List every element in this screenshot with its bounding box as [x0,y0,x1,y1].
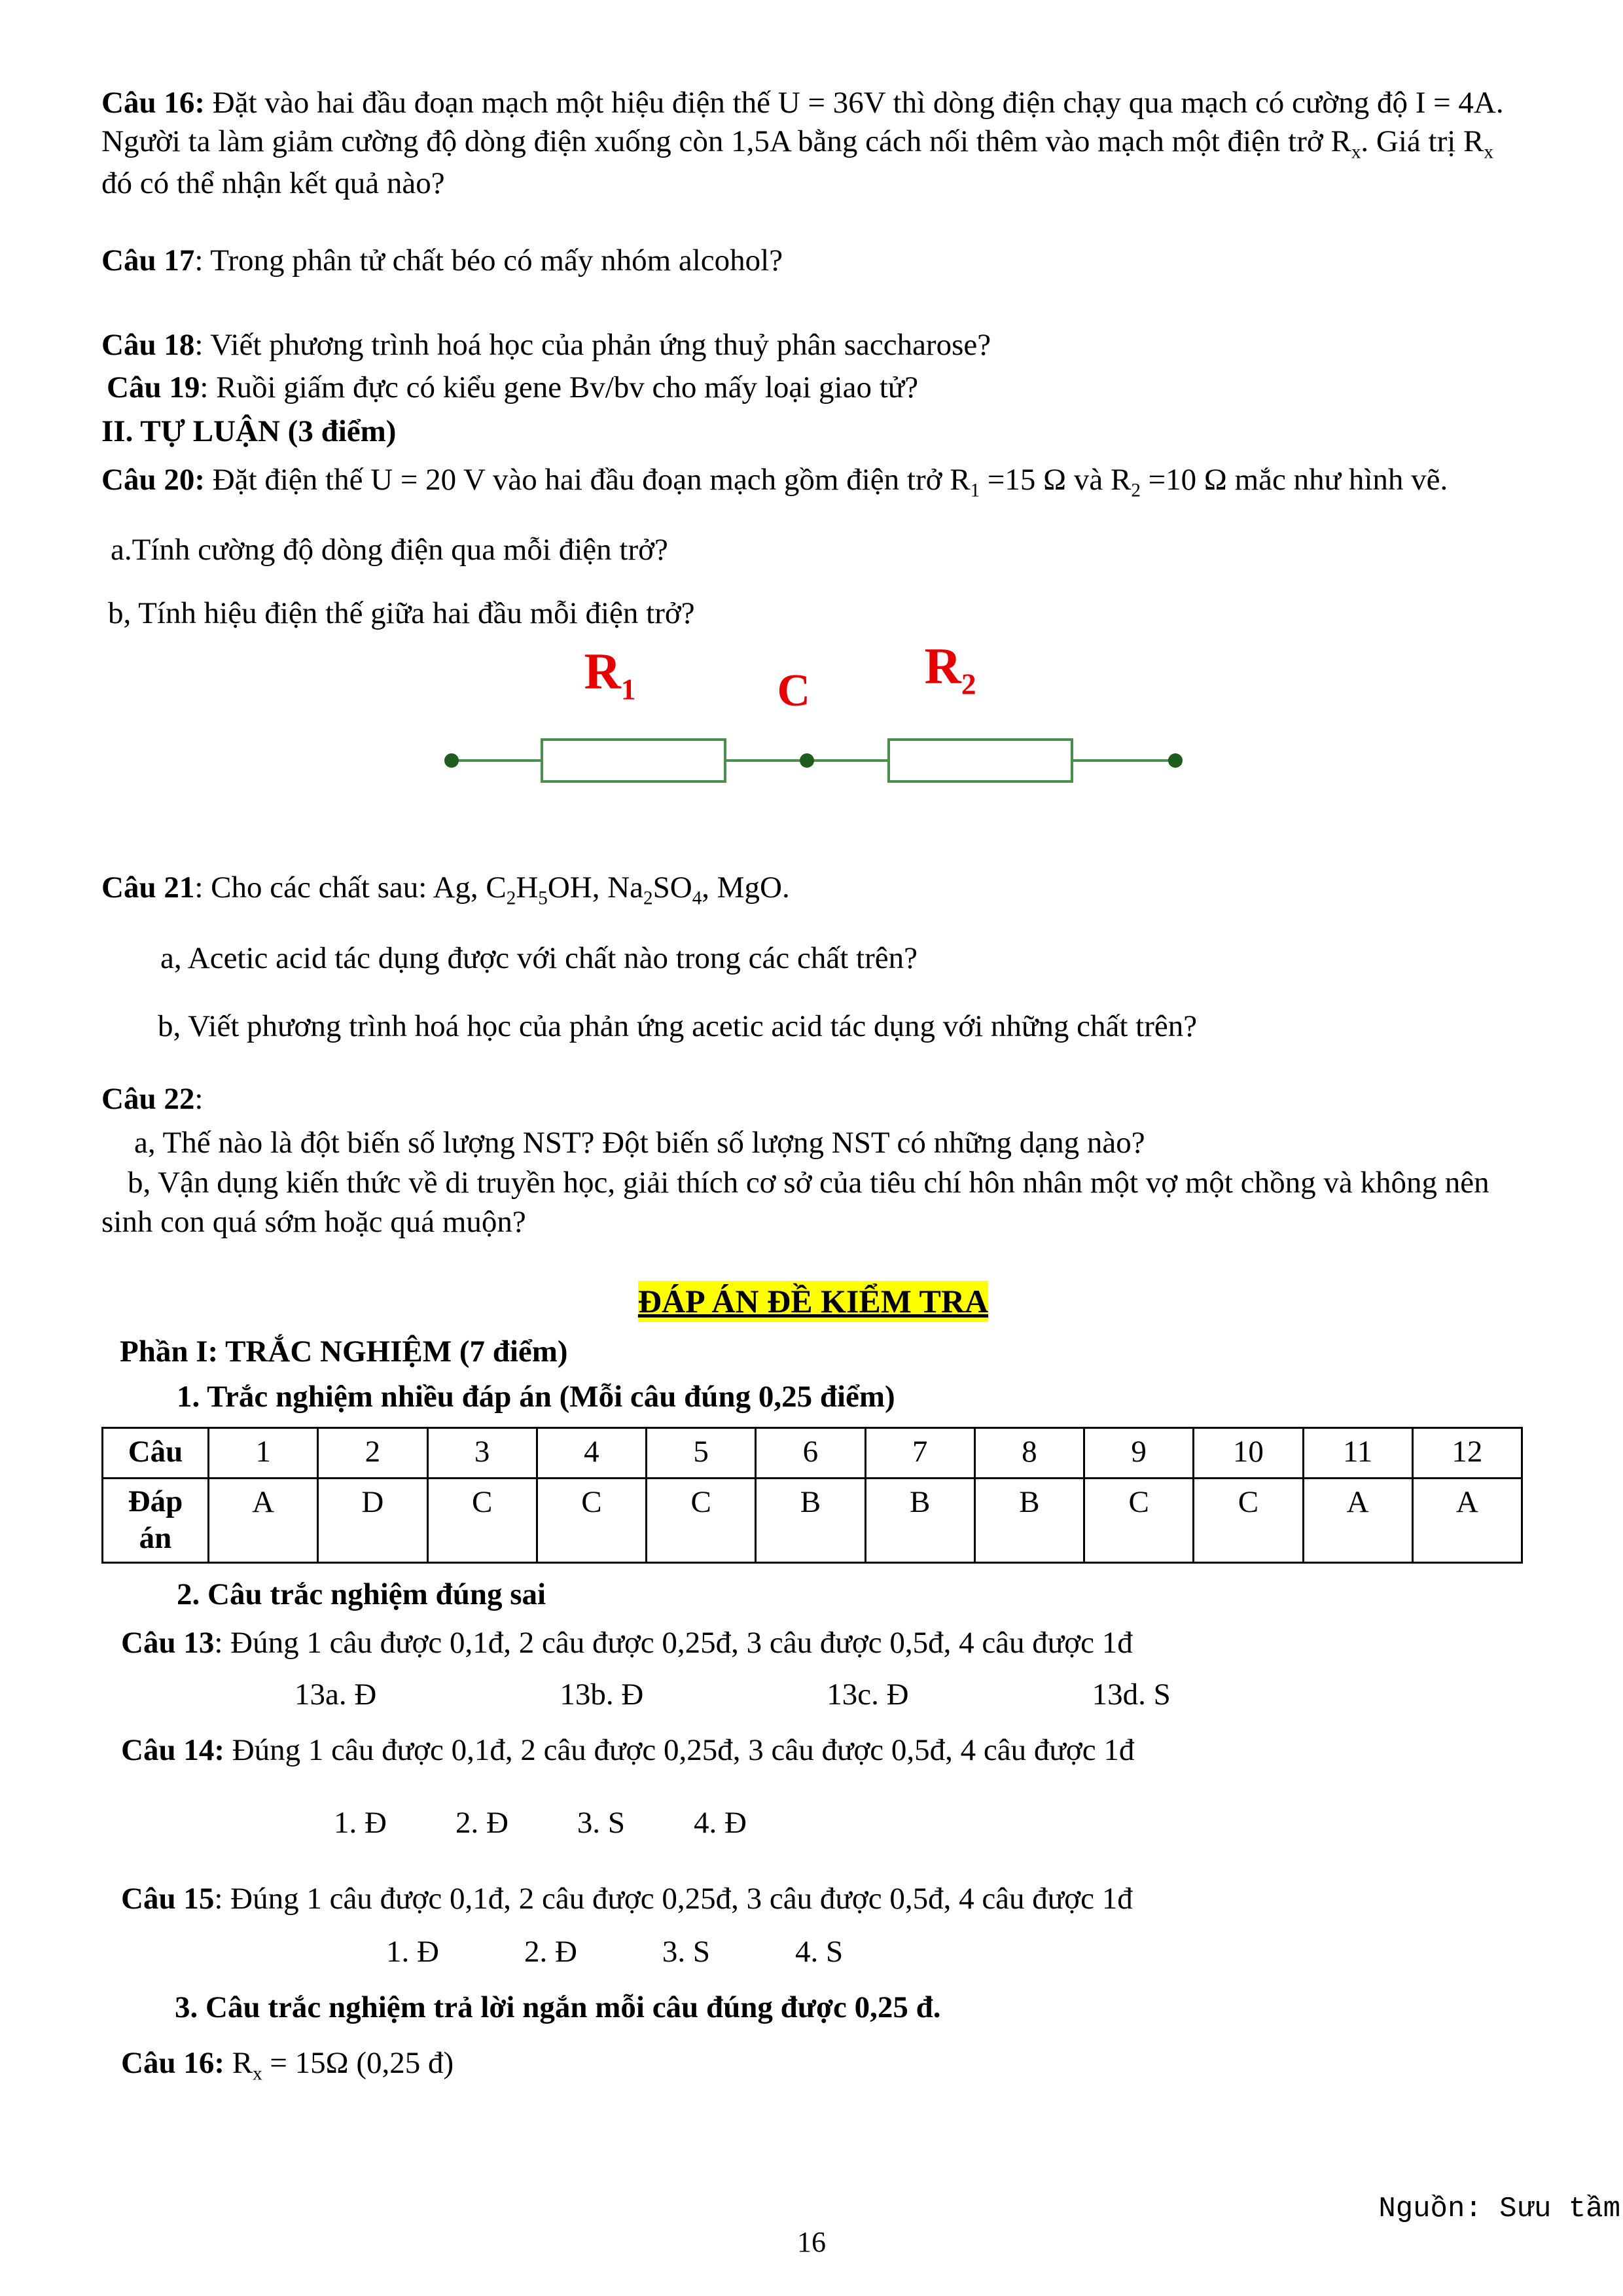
question-22 [101,1080,1525,1119]
question-15-answer [101,1880,1525,1918]
answer-table-cell: B [756,1478,865,1563]
question-21-sub-4: 4 [692,888,702,909]
question-19-text: : Ruồi giấm đực có kiểu gene Bv/bv cho mấy loại giao tử? [200,370,919,404]
answer-table-cell: C [1194,1478,1303,1563]
question-15-answer-3: 3. S [662,1934,711,1969]
circuit-label-r1 [584,643,636,706]
question-20 [101,456,1525,506]
question-17 [101,242,1525,280]
answer-table-col: 5 [647,1428,756,1478]
answer-table-cell: A [1412,1478,1522,1563]
question-21-text-2: H [516,870,539,905]
question-13-answer-b: 13b. Đ [560,1677,644,1712]
question-20-text-4: mắc như hình vẽ. [1226,463,1448,497]
answer-table-cell: D [318,1478,427,1563]
question-14-answer [101,1731,1525,1770]
answer-table-col: 4 [537,1428,646,1478]
answer-table-cell: B [865,1478,974,1563]
question-18-label: Câu 18 [101,327,195,362]
question-16-text-2: . Giá trị R [1361,124,1484,159]
answer-table-cell: A [209,1478,318,1563]
question-21-label: Câu 21 [101,870,195,905]
question-18-text: : Viết phương trình hoá học của phản ứng thuỷ phân saccharose? [194,327,991,362]
answer-table-cell: B [974,1478,1084,1563]
answer-table-corner-cell: Câu [103,1428,209,1478]
question-21-text-3: OH, Na [547,870,644,905]
answer-table-answer-row [103,1478,1522,1563]
question-15-answers-row [386,1933,1525,1971]
true-false-heading: 2. Câu trắc nghiệm đúng sai [177,1577,546,1612]
question-14-answer-2: 2. Đ [455,1806,508,1840]
question-14-answer-1: 1. Đ [334,1806,387,1840]
circuit-r2-base: R [924,637,961,695]
question-20-r2: R [1110,463,1132,497]
question-20-voltage: U = 20 V [370,463,486,497]
question-21-item-a: a, Acetic acid tác dụng được với chất nào trong các chất trên? [160,941,918,976]
question-20-text-1: Đặt điện thế [204,463,371,497]
answer-row-label-line-2: án [139,1521,172,1556]
question-21-item-b: b, Viết phương trình hoá học của phản ứng acetic acid tác dụng với những chất trên? [158,1009,1198,1043]
answer-table-col: 6 [756,1428,865,1478]
question-13-answer-c: 13c. Đ [827,1677,909,1712]
answer-table-col: 3 [427,1428,537,1478]
source-credit: Nguồn: Sưu tầm [1378,2193,1620,2225]
question-16-answer-label: Câu 16: [121,2046,224,2081]
circuit-wire-drawing [437,715,1190,806]
answer-table-col: 10 [1194,1428,1303,1478]
question-14-criteria: Đúng 1 câu được 0,1đ, 2 câu được 0,25đ, 3 câu được 0,5đ, 4 câu được 1đ [224,1733,1135,1768]
question-16-text-1: Đặt vào hai đầu đoạn mạch một hiệu điện thế U = 36V thì dòng điện chạy qua mạch có cường độ I = 4A. Người ta làm giảm cường độ dòng điện xuống còn 1,5A bằng cách nối thêm vào mạch một điện trở R [101,86,1504,159]
answer-table-col: 7 [865,1428,974,1478]
question-16-text-3: đó có thể nhận kết quả nào? [101,166,445,201]
answer-table-col: 9 [1084,1428,1194,1478]
question-16 [101,84,1525,204]
question-20-r1: R [950,463,971,497]
circuit-r1-sub: 1 [620,673,636,706]
question-22-colon: : [194,1081,204,1116]
answer-row-label-line-1: Đáp [128,1484,183,1518]
question-20-item-b: b, Tính hiệu điện thế giữa hai đầu mỗi điện trở? [108,596,695,631]
part-1-heading: Phần I: TRẮC NGHIỆM (7 điểm) [120,1335,568,1369]
question-20-item-a: a.Tính cường độ dòng điện qua mỗi điện trở? [111,532,668,567]
answer-table-col: 12 [1412,1428,1522,1478]
answer-table-header-row [103,1428,1522,1478]
question-15-answer-4: 4. S [795,1934,844,1969]
question-20-label: Câu 20: [101,463,205,497]
question-13-label: Câu 13 [121,1625,215,1660]
circuit-label-r2 [924,637,976,701]
answer-table-cell: A [1303,1478,1412,1563]
question-14-answers-row [334,1804,1525,1842]
section-2-heading: II. TỰ LUẬN (3 điểm) [101,414,397,449]
answer-key-title: ĐÁP ÁN ĐỀ KIỂM TRA [638,1281,988,1322]
circuit-diagram [437,637,1190,810]
answer-table-cell: C [647,1478,756,1563]
question-13-answer-a: 13a. Đ [294,1677,377,1712]
question-16-label: Câu 16: [101,86,205,120]
question-20-text-3: và [1066,463,1111,497]
circuit-label-c: C [777,666,811,717]
answer-table-col: 2 [318,1428,427,1478]
page-number: 16 [797,2226,826,2258]
answer-table-cell: C [537,1478,646,1563]
answer-table-col: 8 [974,1428,1084,1478]
question-20-r1-value: =15 Ω [980,463,1067,497]
answer-table-cell: C [1084,1478,1194,1563]
question-16-answer-text-2: = 15Ω (0,25 đ) [262,2046,454,2081]
question-22-item-b: b, Vận dụng kiến thức về di truyền học, giải thích cơ sở của tiêu chí hôn nhân một vợ một chồng và không nên sinh con quá sớm hoặc quá muộn? [101,1166,1489,1239]
answer-table-row-label [103,1478,209,1563]
question-16-sub-1: x [1351,141,1361,163]
circuit-r2-sub: 2 [961,668,976,701]
question-20-r1-sub: 1 [970,480,980,501]
question-22-item-a: a, Thế nào là đột biến số lượng NST? Đột biến số lượng NST có những dạng nào? [134,1126,1145,1160]
question-15-answer-1: 1. Đ [386,1934,439,1969]
answer-table-cell: C [427,1478,537,1563]
question-16-sub-2: x [1484,141,1493,163]
question-16-answer-sub: x [253,2063,262,2085]
question-21-sub-2: 5 [538,888,548,909]
question-20-r2-sub: 2 [1131,480,1141,501]
question-15-label: Câu 15 [121,1881,215,1916]
question-15-criteria: : Đúng 1 câu được 0,1đ, 2 câu được 0,25đ, 3 câu được 0,5đ, 4 câu được 1đ [214,1881,1133,1916]
question-13-answer [101,1624,1525,1662]
question-15-answer-2: 2. Đ [524,1934,577,1969]
multiple-choice-heading: 1. Trắc nghiệm nhiều đáp án (Mỗi câu đúng 0,25 điểm) [177,1380,895,1414]
question-21-sub-3: 2 [643,888,653,909]
question-13-answer-d: 13d. S [1092,1677,1171,1712]
question-16-answer-text-1: R [224,2046,253,2081]
answer-key-title-row [101,1281,1525,1322]
question-21-text-4: SO [652,870,692,905]
question-13-criteria: : Đúng 1 câu được 0,1đ, 2 câu được 0,25đ, 3 câu được 0,5đ, 4 câu được 1đ [214,1625,1133,1660]
question-20-r2-value: =10 Ω [1140,463,1227,497]
question-14-answer-4: 4. Đ [694,1806,747,1840]
question-19-label: Câu 19 [107,370,200,404]
question-17-label: Câu 17 [101,243,195,278]
question-20-text-2: vào hai đầu đoạn mạch gồm điện trở [485,463,950,497]
answer-table-col: 1 [209,1428,318,1478]
answer-table-col: 11 [1303,1428,1412,1478]
question-13-answers-row [294,1676,1525,1714]
circuit-r1-base: R [584,643,621,700]
question-21 [101,869,1525,910]
question-21-sub-1: 2 [506,888,516,909]
question-16-answer [101,2044,1525,2086]
question-21-text-5: , MgO. [702,870,790,905]
question-19 [101,368,1525,407]
answer-table [101,1427,1523,1564]
question-22-label: Câu 22 [101,1081,195,1116]
question-14-label: Câu 14: [121,1733,224,1768]
question-18 [101,326,1525,365]
question-17-text: : Trong phân tử chất béo có mấy nhóm alcohol? [194,243,783,278]
question-14-answer-3: 3. S [577,1806,626,1840]
short-answer-heading: 3. Câu trắc nghiệm trả lời ngắn mỗi câu đúng được 0,25 đ. [175,1990,941,2024]
question-21-text-1: : Cho các chất sau: Ag, C [194,870,507,905]
